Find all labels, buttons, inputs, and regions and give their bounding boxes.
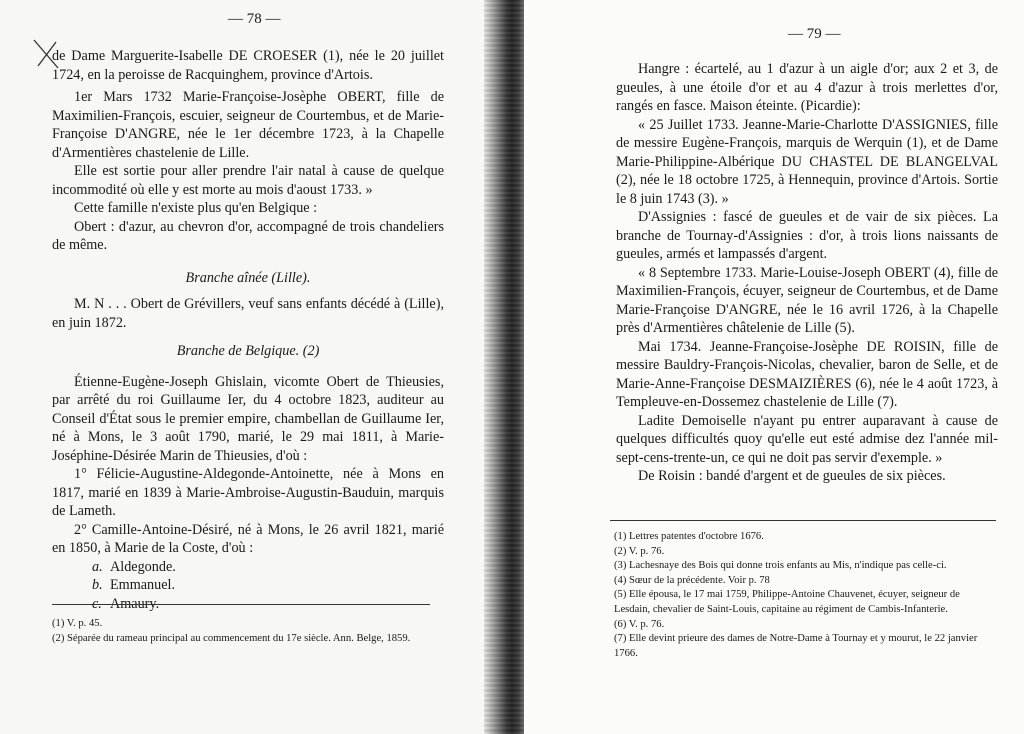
paragraph: « 25 Juillet 1733. Jeanne-Marie-Charlotte D'ASSIGNIES, fille de messire Eugène-François, marquis de Werquin (1), et de Dame Marie-Philippine-Albérique DU CHASTEL DE BLANGELVAL (2), née le 18 octobre 1725, à Hennequin, province d'Artois. Sortie le 8 juin 1743 (3). »: [616, 116, 998, 207]
paragraph: Étienne-Eugène-Joseph Ghislain, vicomte Obert de Thieusies, par arrêté du roi Guillaume Ier, du 4 octobre 1823, auditeur au Conseil d'État sous le premier empire, chambellan de Guillaume Ier, né à Mons, le 3 août 1790, marié, le 29 mai 1811, à Marie-Joséphine-Désirée Marin de Thieusies, d'où :: [52, 373, 444, 464]
left-footnotes: [52, 617, 432, 646]
paragraph: D'Assignies : fascé de gueules et de vair de six pièces. La branche de Tournay-d'Assignies : d'or, à trois lions naissants de gueules, armés et lampassés d'argent.: [616, 209, 998, 262]
footnote: (4) Sœur de la précédente. Voir p. 78: [614, 574, 770, 586]
list-text: Amaury.: [110, 595, 160, 612]
paragraph: Elle est sortie pour aller prendre l'air natal à cause de quelque incommodité où elle y est morte au mois d'aoust 1733. »: [52, 163, 444, 198]
footnote: (5) Elle épousa, le 17 mai 1759, Philippe-Antoine Chauvenet, écuyer, seigneur de Lesdain, chevalier de Saint-Louis, capitaine au régiment de Cambis-Infanterie.: [614, 589, 960, 615]
right-page: [524, 0, 1024, 734]
list-letter: b.: [92, 577, 103, 593]
footnote: (2) V. p. 76.: [614, 545, 665, 557]
right-footnotes: [614, 530, 998, 661]
paragraph: Cette famille n'existe plus qu'en Belgique :: [74, 200, 318, 216]
list-text: Aldegonde.: [110, 558, 176, 575]
footnote-rule: [610, 520, 996, 521]
page-number-right: — 79 —: [788, 26, 841, 42]
left-body: [52, 47, 444, 613]
footnote: (1) Lettres patentes d'octobre 1676.: [614, 531, 764, 542]
paragraph: Mai 1734. Jeanne-Françoise-Josèphe DE ROISIN, fille de messire Bauldry-François-Nicolas, chevalier, baron de Selle, et de Marie-Anne-Françoise DESMAIZIÈRES (6), née le 4 août 1723, à Templeuve-en-Dossemez chastelenie de Lille (7).: [616, 338, 998, 410]
footnote: (3) Lachesnaye des Bois qui donne trois enfants au Mis, n'indique pas celle-ci.: [614, 560, 947, 572]
right-body: [616, 60, 998, 486]
page-number-left: — 78 —: [228, 11, 281, 27]
paragraph: 1er Mars 1732 Marie-Françoise-Josèphe OBERT, fille de Maximilien-François, escuier, seigneur de Courtembus, et de Marie-Françoise D'ANGRE, née le 1er décembre 1723, à la Chapelle d'Armentières chastelenie de Lille.: [52, 89, 444, 161]
footnote: (7) Elle devint prieure des dames de Notre-Dame à Tournay et y mourut, le 22 janvier 1766.: [614, 633, 978, 659]
list-item: [52, 576, 444, 595]
paragraph: de Dame Marguerite-Isabelle DE CROESER (1), née le 20 juillet 1724, en la peroisse de Racquinghem, province d'Artois.: [52, 48, 444, 83]
list-item: [52, 558, 444, 577]
section-heading: Branche de Belgique. (2): [176, 343, 320, 359]
paragraph: Ladite Demoiselle n'ayant pu entrer auparavant à cause de quelques difficultés quoy qu'elle eut esté admise dez l'année mil-sept-cens-trente-un, ce qui ne doit pas servir d'exemple. »: [616, 412, 998, 466]
paragraph: « 8 Septembre 1733. Marie-Louise-Joseph OBERT (4), fille de Maximilien-François, écuyer, seigneur de Courtembus, et de Dame Marie-Françoise D'ANGRE, née le 16 avril 1726, à la Chapelle près d'Armentières châtelenie de Lille (5).: [616, 264, 998, 336]
footnote-rule: [52, 604, 430, 605]
list-letter: a.: [92, 558, 103, 575]
list-letter: c.: [92, 595, 102, 612]
footnote: (6) V. p. 76.: [614, 618, 665, 630]
footnote: (2) Séparée du rameau principal au commencement du 17e siècle. Ann. Belge, 1859.: [52, 632, 411, 644]
paragraph: 2° Camille-Antoine-Désiré, né à Mons, le 26 avril 1821, marié en 1850, à Marie de la Coste, d'où :: [52, 521, 444, 556]
section-heading: Branche aînée (Lille).: [185, 269, 311, 286]
list-text: Emmanuel.: [110, 577, 176, 593]
paragraph: M. N . . . Obert de Grévillers, veuf sans enfants décédé à (Lille), en juin 1872.: [52, 296, 444, 331]
left-page: [0, 0, 500, 734]
paragraph: 1° Félicie-Augustine-Aldegonde-Antoinette, née à Mons en 1817, marié en 1839 à Marie-Ambroise-Augustin-Bauduin, marquis de Lameth.: [52, 466, 444, 519]
paragraph: Obert : d'azur, au chevron d'or, accompagné de trois chandeliers de même.: [52, 218, 444, 253]
paragraph: Hangre : écartelé, au 1 d'azur à un aigle d'or; aux 2 et 3, de gueules, à une étoile d'or et au 4 d'azur à trois merlettes d'or, rangés en fasce. Maison éteinte. (Picardie):: [616, 61, 998, 114]
paragraph: De Roisin : bandé d'argent et de gueules de six pièces.: [638, 468, 946, 484]
footnote: (1) V. p. 45.: [52, 618, 103, 629]
